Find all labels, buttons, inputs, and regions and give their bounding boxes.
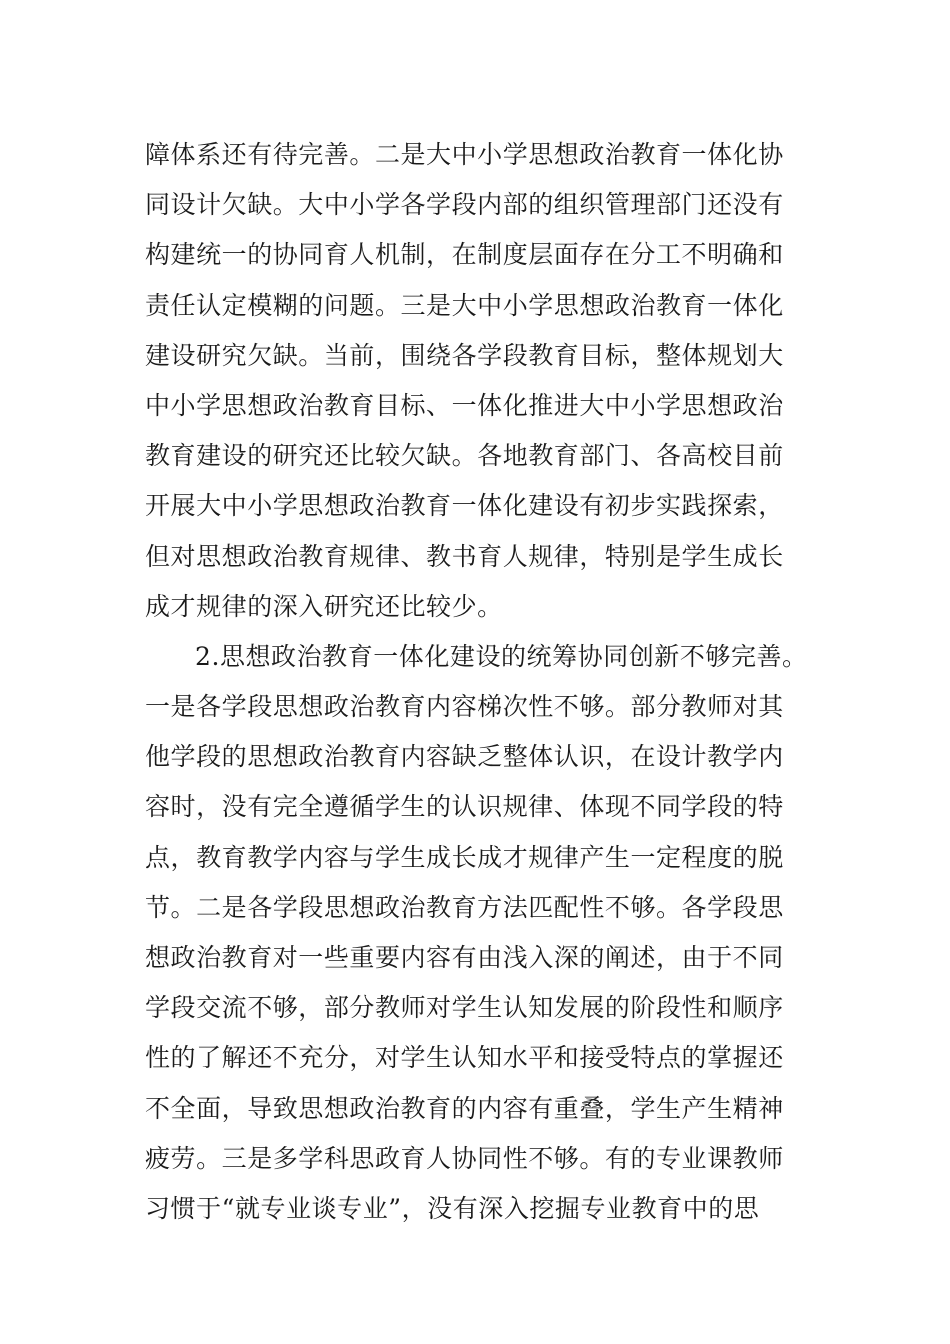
text-line: 不全面，导致思想政治教育的内容有重叠，学生产生精神 [145, 1093, 784, 1123]
text-line: 教育建设的研究还比较欠缺。各地教育部门、各高校目前 [145, 441, 784, 471]
text-line: 但对思想政治教育规律、教书育人规律，特别是学生成长 [145, 541, 784, 571]
text-line: 建设研究欠缺。当前，围绕各学段教育目标，整体规划大 [145, 340, 784, 370]
text-line: 性的了解还不充分，对学生认知水平和接受特点的掌握还 [145, 1043, 784, 1073]
text-line: 中小学思想政治教育目标、一体化推进大中小学思想政治 [145, 390, 784, 420]
body-text [145, 130, 808, 1234]
text-line: 他学段的思想政治教育内容缺乏整体认识，在设计教学内 [145, 742, 784, 772]
text-line: 节。二是各学段思想政治教育方法匹配性不够。各学段思 [145, 892, 784, 922]
section-heading-line: 2.思想政治教育一体化建设的统筹协同创新不够完善。 [195, 641, 808, 671]
text-line: 容时，没有完全遵循学生的认识规律、体现不同学段的特 [145, 792, 784, 822]
text-line: 责任认定模糊的问题。三是大中小学思想政治教育一体化 [145, 290, 784, 320]
text-line: 学段交流不够，部分教师对学生认知发展的阶段性和顺序 [145, 993, 784, 1023]
text-line: 构建统一的协同育人机制，在制度层面存在分工不明确和 [145, 240, 784, 270]
text-line: 同设计欠缺。大中小学各学段内部的组织管理部门还没有 [145, 190, 784, 220]
text-line: 想政治教育对一些重要内容有由浅入深的阐述，由于不同 [145, 943, 784, 972]
text-line: 疲劳。三是多学科思政育人协同性不够。有的专业课教师 [145, 1143, 784, 1173]
text-line: 习惯于“就专业谈专业”，没有深入挖掘专业教育中的思 [145, 1193, 760, 1223]
text-line: 成才规律的深入研究还比较少。 [145, 591, 503, 621]
text-line: 障体系还有待完善。二是大中小学思想政治教育一体化协 [145, 140, 784, 169]
text-line: 点，教育教学内容与学生成长成才规律产生一定程度的脱 [145, 842, 784, 872]
text-line: 开展大中小学思想政治教育一体化建设有初步实践探索， [145, 491, 784, 521]
text-line: 一是各学段思想政治教育内容梯次性不够。部分教师对其 [145, 692, 784, 722]
